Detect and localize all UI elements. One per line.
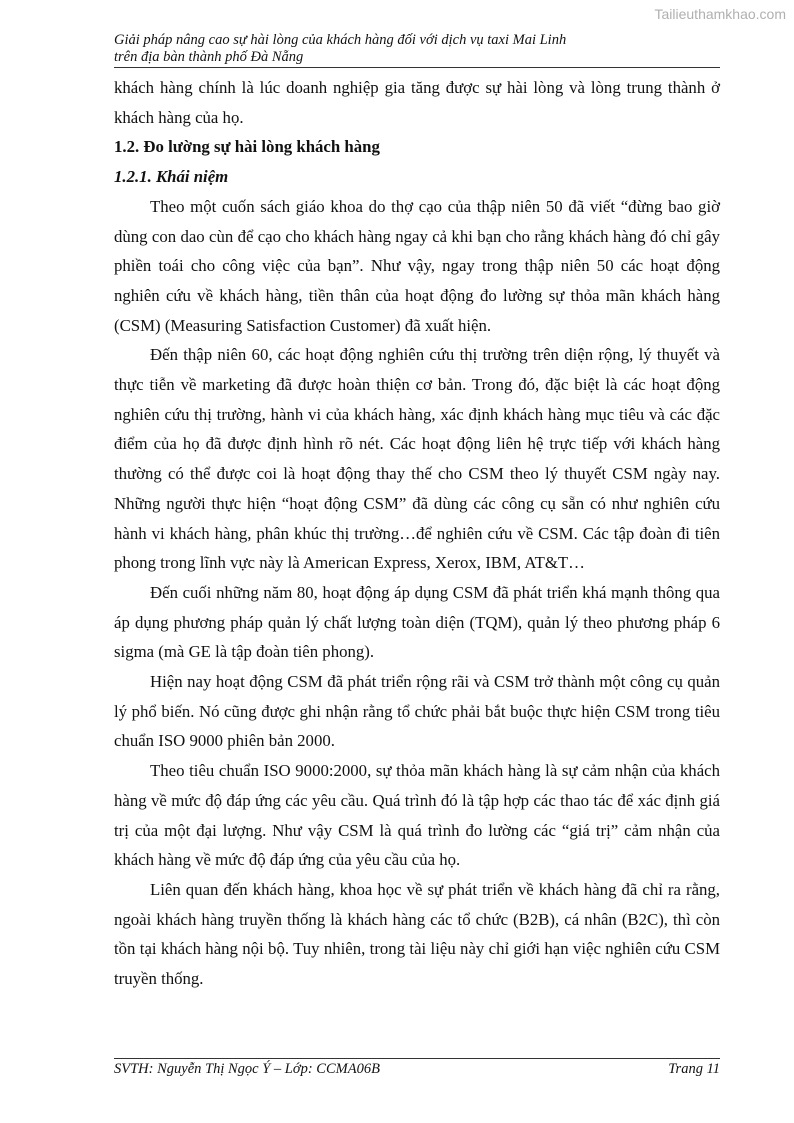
page-footer bbox=[114, 1061, 720, 1078]
header-title-line1: Giải pháp nâng cao sự hài lòng của khách hàng đối với dịch vụ taxi Mai Linh bbox=[114, 32, 567, 48]
header-divider bbox=[114, 67, 720, 68]
subsection-heading: 1.2.1. Khái niệm bbox=[114, 167, 229, 187]
intro-paragraph: khách hàng chính là lúc doanh nghiệp gia tăng được sự hài lòng và lòng trung thành ở khách hàng của họ. bbox=[114, 78, 720, 127]
body-paragraph: Liên quan đến khách hàng, khoa học về sự phát triển về khách hàng đã chỉ ra rằng, ngoài khách hàng truyền thống là khách hàng các tổ chức (B2B), cá nhân (B2C), thì còn tồn tại khách hàng nội bộ. Tuy nhiên, trong tài liệu này chỉ giới hạn việc nghiên cứu CSM truyền thống. bbox=[114, 879, 720, 989]
section-heading: 1.2. Đo lường sự hài lòng khách hàng bbox=[114, 137, 380, 157]
body-paragraph: Đến cuối những năm 80, hoạt động áp dụng CSM đã phát triển khá mạnh thông qua áp dụng phương pháp quản lý chất lượng toàn diện (TQM), quản lý theo phương pháp 6 sigma (mà GE là tập đoàn tiên phong). bbox=[114, 582, 720, 662]
page-header bbox=[114, 32, 720, 66]
footer-author: SVTH: Nguyễn Thị Ngọc Ý – Lớp: CCMA06B bbox=[114, 1061, 380, 1077]
body-paragraph: Theo tiêu chuẩn ISO 9000:2000, sự thỏa mãn khách hàng là sự cảm nhận của khách hàng về mức độ đáp ứng các yêu cầu. Quá trình đó là tập hợp các thao tác để xác định giá trị của một đại lượng. Như vậy CSM là quá trình đo lường các “giá trị” cảm nhận của khách hàng về mức độ đáp ứng của yêu cầu của họ. bbox=[114, 761, 720, 870]
header-title-line2: trên địa bàn thành phố Đà Nẵng bbox=[114, 49, 304, 65]
footer-divider bbox=[114, 1058, 720, 1059]
page-number: Trang 11 bbox=[668, 1061, 720, 1077]
watermark: Tailieuthamkhao.com bbox=[654, 6, 786, 22]
body-paragraph: Theo một cuốn sách giáo khoa do thợ cạo của thập niên 50 đã viết “đừng bao giờ dùng con dao cùn để cạo cho khách hàng ngay cả khi bạn cho rằng khách hàng đó chỉ gây phiền toái cho công việc của bạn”. Như vậy, ngay trong thập niên 50 các hoạt động nghiên cứu về khách hàng, tiền thân của hoạt động đo lường sự thỏa mãn khách hàng (CSM) (Measuring Satisfaction Customer) đã xuất hiện. bbox=[114, 196, 720, 335]
body-paragraph: Hiện nay hoạt động CSM đã phát triển rộng rãi và CSM trở thành một công cụ quản lý phổ biến. Nó cũng được ghi nhận rằng tổ chức phải bắt buộc thực hiện CSM trong tiêu chuẩn ISO 9000 phiên bản 2000. bbox=[114, 672, 720, 751]
page-body bbox=[114, 73, 720, 994]
body-paragraph: Đến thập niên 60, các hoạt động nghiên cứu thị trường trên diện rộng, lý thuyết và thực tiễn về marketing đã được hoàn thiện cơ bản. Trong đó, đặc biệt là các hoạt động nghiên cứu thị trường, hành vi của khách hàng, xác định khách hàng mục tiêu và các đặc điểm của họ đã được định hình rõ nét. Các hoạt động liên hệ trực tiếp với khách hàng thường có thể được coi là hoạt động thay thế cho CSM theo lý thuyết CSM ngày nay. Những người thực hiện “hoạt động CSM” đã dùng các công cụ sẵn có như nghiên cứu hành vi khách hàng, phân khúc thị trường…để nghiên cứu về CSM. Các tập đoàn đi tiên phong trong lĩnh vực này là American Express, Xerox, IBM, AT&T… bbox=[114, 345, 720, 573]
